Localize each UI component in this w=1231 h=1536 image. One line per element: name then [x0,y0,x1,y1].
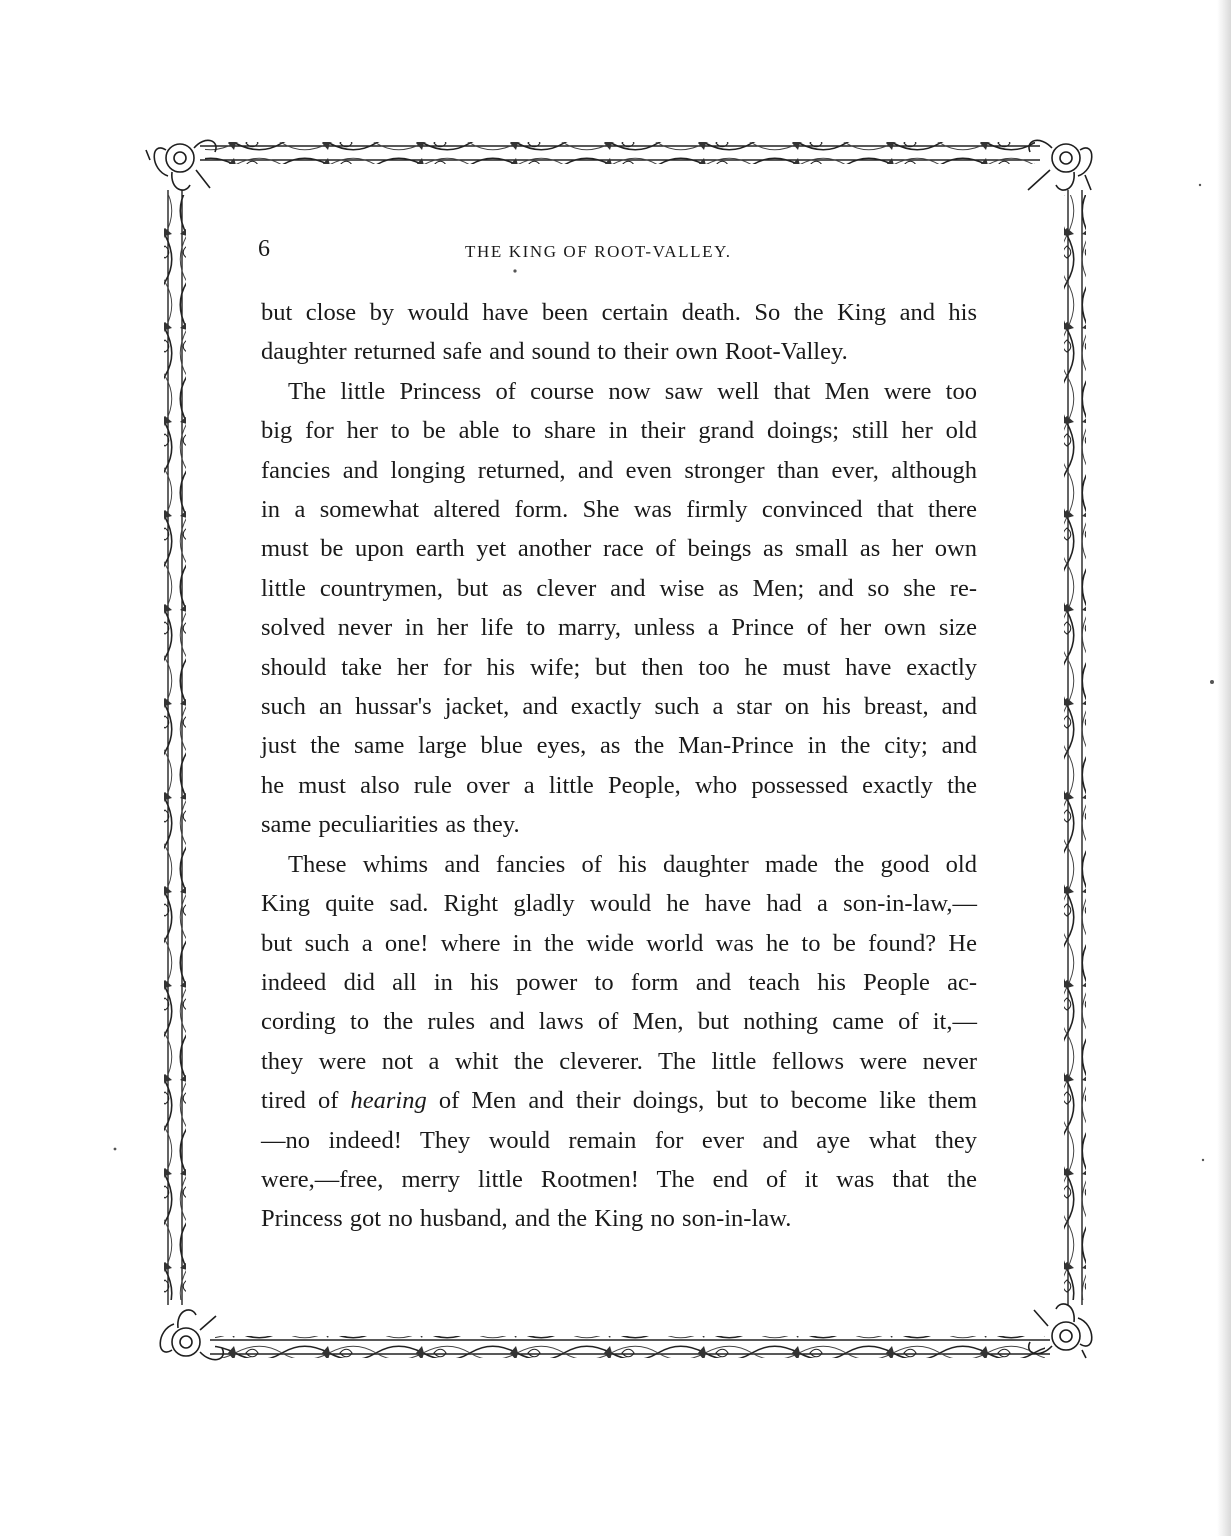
text-line: must be upon earth yet another race of beings as small as her own [261,535,977,563]
top-vine [205,142,1035,164]
text-line: little countrymen, but as clever and wise as Men; and so she re- [261,574,977,602]
paragraph-1 [261,293,977,372]
text-fragment: of Men and their doings, but to become like them [438,1087,978,1115]
text-line: they were not a whit the cleverer. The little fellows were never [261,1047,977,1075]
text-line: big for her to be able to share in their grand doings; still her old [261,417,977,445]
corner-ornament-top-right [1028,140,1092,190]
page-header [258,236,778,266]
left-vine [164,195,186,1300]
text-line: King quite sad. Right gladly would he have had a son-in-law,— [261,890,977,918]
text-line: in a somewhat altered form. She was firmly convinced that there [261,496,977,524]
text-line: were,—free, merry little Rootmen! The end of it was that the [261,1165,977,1193]
text-fragment: tired of [261,1087,339,1115]
running-title: THE KING OF ROOT-VALLEY. [465,242,732,261]
binding-edge [1217,0,1231,1536]
corner-ornament-bottom-left [160,1310,223,1360]
text-line: —no indeed! They would remain for ever and aye what they [261,1126,977,1154]
right-vine [1064,195,1086,1300]
text-line: Princess got no husband, and the King no son-in-law. [261,1205,792,1233]
text-line: indeed did all in his power to form and teach his People ac- [261,968,977,996]
text-line: solved never in her life to marry, unless a Prince of her own size [261,614,977,642]
bottom-vine [215,1336,1045,1358]
text-line: but such a one! where in the wide world was he to be found? He [261,929,977,957]
text-line: such an hussar's jacket, and exactly such a star on his breast, and [261,693,977,721]
text-line: should take her for his wife; but then too he must have exactly [261,653,977,681]
paragraph-3 [261,845,977,1239]
italic-word: hearing [350,1087,427,1115]
text-line: fancies and longing returned, and even stronger than ever, although [261,456,977,484]
text-line: but close by would have been certain death. So the King and his [261,299,977,326]
paragraph-2 [261,372,977,845]
text-line: he must also rule over a little People, who possessed exactly the [261,771,977,799]
text-line: same peculiarities as they. [261,811,520,839]
body-text [261,293,977,1239]
text-line: cording to the rules and laws of Men, but nothing came of it,— [261,1008,977,1036]
text-line: These whims and fancies of his daughter made the good old [288,850,977,878]
text-line: daughter returned safe and sound to their own Root-Valley. [261,338,848,366]
text-line: The little Princess of course now saw well that Men were too [288,377,977,405]
text-line: just the same large blue eyes, as the Man-Prince in the city; and [261,732,977,760]
text-line-with-italic [261,1081,977,1120]
page-number: 6 [258,236,271,262]
